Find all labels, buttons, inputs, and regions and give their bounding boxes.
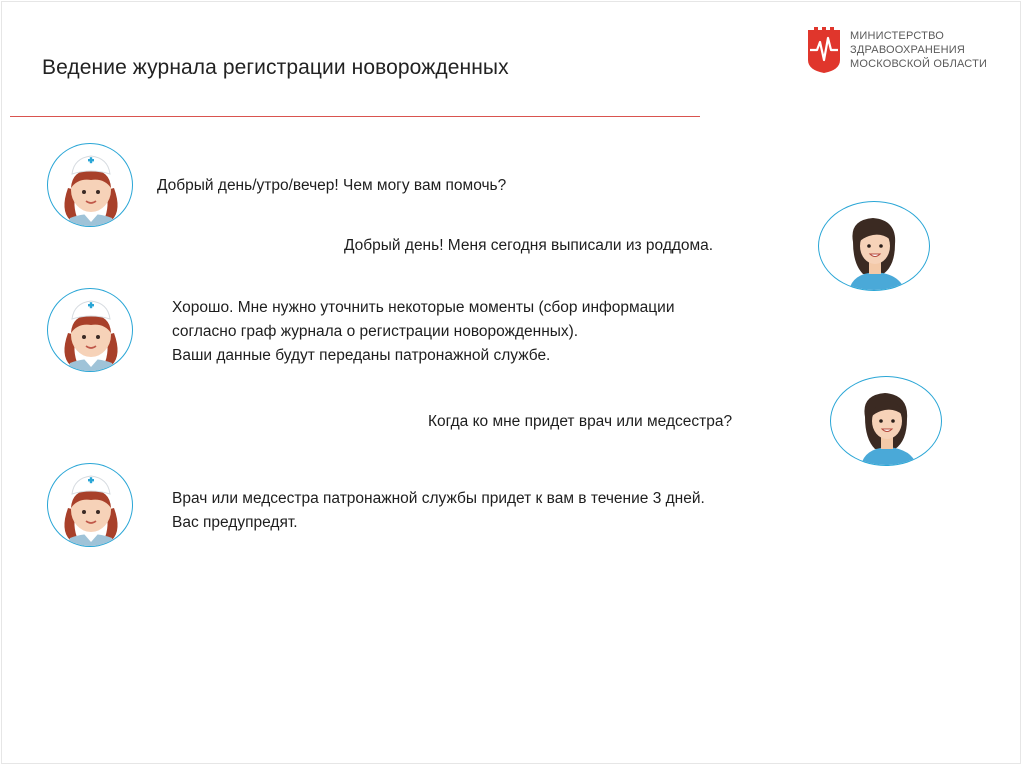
nurse-message-2 [172, 296, 675, 368]
ministry-name [850, 29, 987, 71]
title-divider [10, 116, 700, 117]
nurse-avatar-icon [47, 288, 133, 372]
patient-avatar-icon [818, 201, 930, 291]
nurse-message-3-line-2: Вас предупредят. [172, 514, 298, 531]
ministry-emblem-icon [806, 26, 842, 74]
ministry-name-line-2: ЗДРАВООХРАНЕНИЯ [850, 44, 965, 56]
patient-avatar-icon [830, 376, 942, 466]
page-title: Ведение журнала регистрации новорожденных [42, 56, 509, 79]
nurse-message-2-line-1: Хорошо. Мне нужно уточнить некоторые моменты (сбор информации [172, 299, 675, 316]
nurse-avatar-icon [47, 143, 133, 227]
nurse-message-2-line-3: Ваши данные будут переданы патронажной службе. [172, 347, 551, 364]
ministry-name-line-3: МОСКОВСКОЙ ОБЛАСТИ [850, 58, 988, 70]
nurse-message-3 [172, 487, 705, 535]
patient-message-2: Когда ко мне придет врач или медсестра? [428, 413, 733, 430]
patient-message-1: Добрый день! Меня сегодня выписали из роддома. [344, 237, 714, 254]
nurse-avatar-icon [47, 463, 133, 547]
ministry-name-line-1: МИНИСТЕРСТВО [850, 30, 944, 42]
nurse-message-1: Добрый день/утро/вечер! Чем могу вам помочь? [157, 177, 507, 194]
ministry-logo [806, 26, 1006, 76]
nurse-message-2-line-2: согласно граф журнала о регистрации новорожденных). [172, 323, 579, 340]
nurse-message-3-line-1: Врач или медсестра патронажной службы придет к вам в течение 3 дней. [172, 490, 705, 507]
